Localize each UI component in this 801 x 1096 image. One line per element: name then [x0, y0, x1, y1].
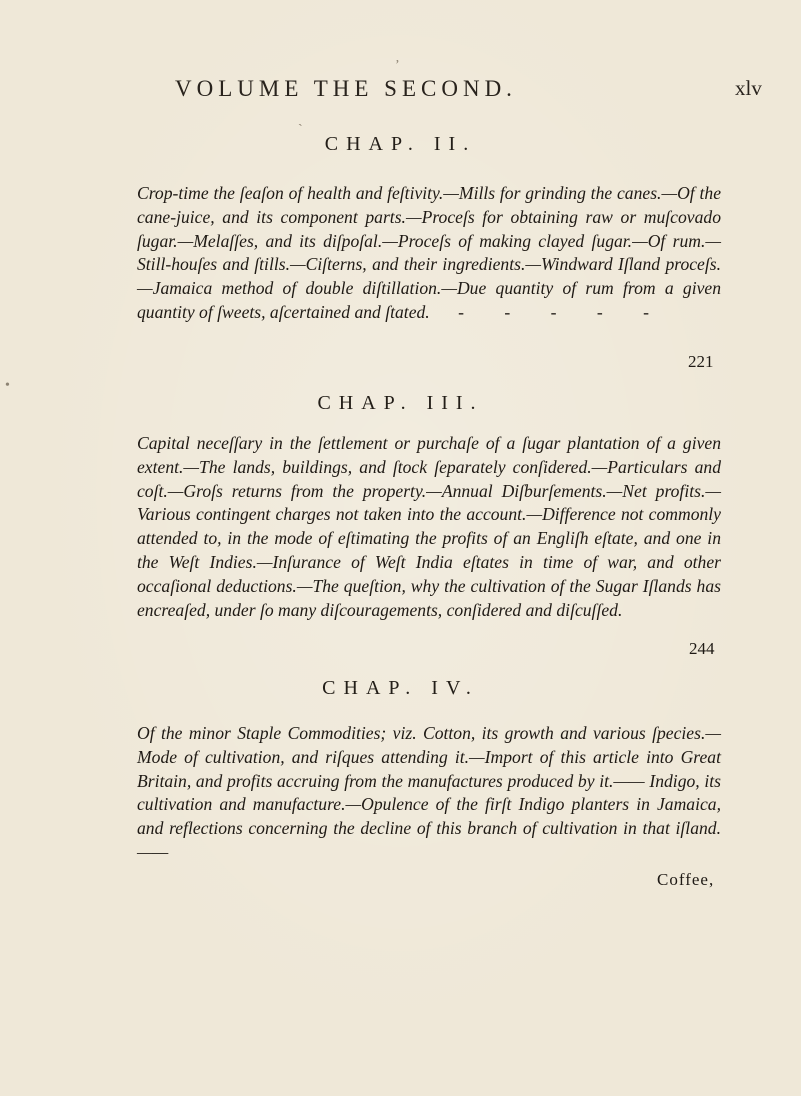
chapter-heading: CHAP. III.	[317, 392, 484, 414]
running-head	[0, 76, 801, 106]
page-number: xlv	[735, 76, 762, 100]
paper-speck: ʼ	[395, 58, 400, 73]
chapter-heading: CHAP. IV.	[322, 677, 479, 699]
running-title: VOLUME THE SECOND.	[175, 76, 517, 101]
chapter-summary	[137, 722, 721, 865]
page-reference: 221	[688, 352, 714, 371]
chapter-summary-text: Capital neceſſary in the ſettlement or purchaſe of a ſugar plantation of a given extent.—The lands, buildings, and ſtock ſeparately conſidered.—Particulars and coſt.—Groſs returns from the property.—Annual Diſburſements.—Net profits.—Various contingent charges not taken into the account.—Difference not commonly attended to, in the mode of eſtimating the profits of an Engliſh eſtate, and one in the Weſt Indies.—Inſurance of Weſt India eſtates in time of war, and other occaſional deductions.—The queſtion, why the cultivation of the Sugar Iſlands has encreaſed, under ſo many diſcouragements, conſidered and diſcuſſed.	[137, 433, 721, 620]
chapter-summary	[137, 432, 721, 622]
chapter-heading: CHAP. II.	[324, 133, 477, 155]
chapter-summary-text: Of the minor Staple Commodities; viz. Cotton, its growth and various ſpecies.—Mode of cultivation, and riſques attending it.—Import of this article into Great Britain, and profits accruing from the manufactures produced by it.—— Indigo, its cultivation and manufacture.—Opulence of the firſt Indigo planters in Jamaica, and reflections concerning the decline of this branch of cultivation in that iſland.——	[137, 723, 721, 862]
dot-leaders: - - - - -	[458, 301, 667, 322]
page-reference: 244	[689, 639, 715, 658]
chapter-summary-text: Crop-time the ſeaſon of health and feſtivity.—Mills for grinding the canes.—Of the cane-juice, and its component parts.—Proceſs for obtaining raw or muſcovado ſugar.—Melaſſes, and its diſpoſal.—Proceſs of making clayed ſugar.—Of rum.—Still-houſes and ſtills.—Ciſterns, and their ingredients.—Windward Iſland proceſs.—Jamaica method of double diſtillation.—Due quantity of rum from a given quantity of ſweets, aſcertained and ſtated.	[137, 183, 721, 322]
paper-speck: ˏ	[298, 112, 303, 127]
margin-mark: •	[5, 378, 10, 393]
catchword: Coffee,	[657, 870, 715, 889]
chapter-summary	[137, 182, 721, 325]
